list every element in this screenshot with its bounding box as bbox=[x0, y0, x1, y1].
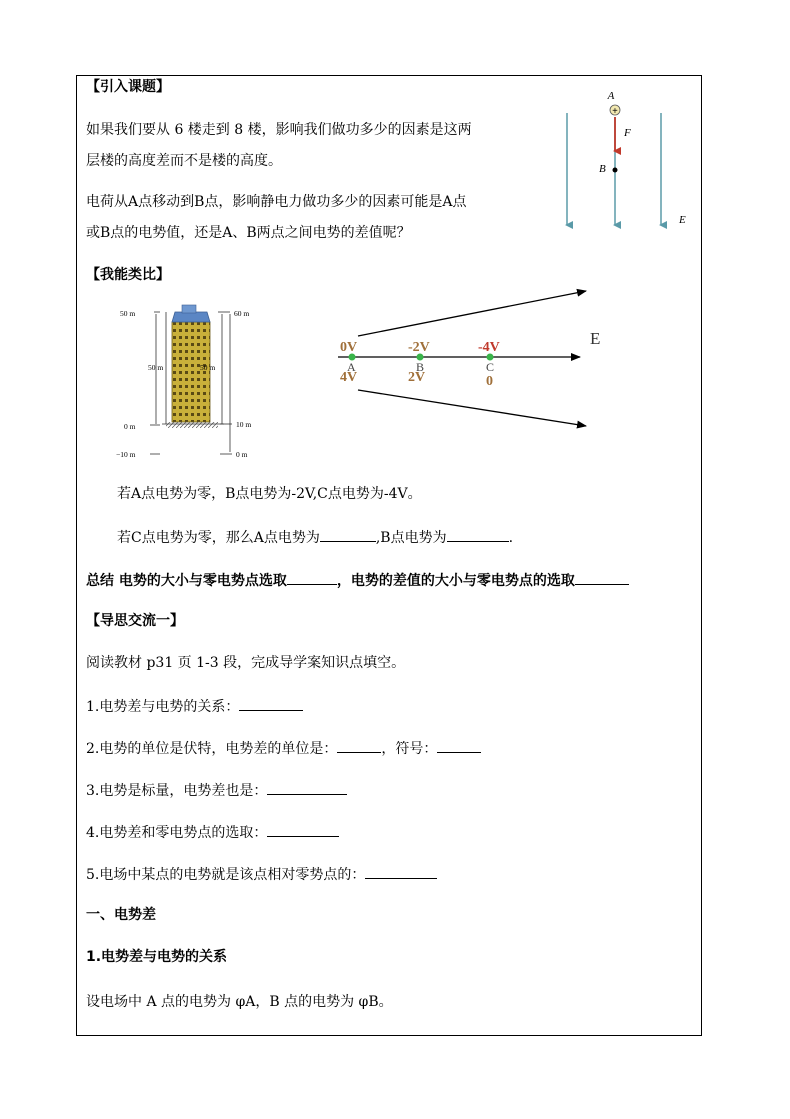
question-2 bbox=[86, 738, 481, 758]
question-4-text: 4.电势差和零电势点的选取： bbox=[86, 825, 268, 841]
lower-field-line bbox=[358, 390, 586, 426]
intro-title: 【引入课题】 bbox=[86, 79, 170, 95]
blank-summary-2[interactable] bbox=[575, 570, 629, 585]
point-label-c: C bbox=[486, 360, 495, 374]
blank-q3[interactable] bbox=[267, 780, 347, 795]
top-label-b: -2V bbox=[408, 340, 430, 355]
question-2-part2: ，符号： bbox=[381, 741, 438, 757]
top-label-a: 0V bbox=[340, 340, 358, 355]
blank-q1[interactable] bbox=[239, 696, 303, 711]
question-1-text: 1.电势差与电势的关系： bbox=[86, 699, 240, 715]
intro-p1-line2: 层楼的高度差而不是楼的高度。 bbox=[86, 153, 282, 169]
analogy-title: 【我能类比】 bbox=[86, 267, 170, 283]
field-label-e: E bbox=[590, 329, 601, 348]
sentence-2 bbox=[117, 527, 513, 547]
left-scale-zero: 0 m bbox=[124, 422, 136, 431]
question-4 bbox=[86, 822, 339, 842]
bottom-label-a: 4V bbox=[340, 370, 358, 385]
heading-potential-difference: 一、电势差 bbox=[86, 907, 156, 923]
upper-field-line bbox=[358, 291, 586, 336]
sentence-2-part1: 若C点电势为零，那么A点电势为 bbox=[117, 530, 320, 546]
guide-title: 【导思交流一】 bbox=[86, 613, 184, 629]
blank-summary-1[interactable] bbox=[287, 570, 337, 585]
label-e: E bbox=[679, 214, 686, 226]
label-b: B bbox=[599, 163, 606, 175]
label-a: A bbox=[607, 90, 615, 102]
right-scale-top: 60 m bbox=[234, 309, 250, 318]
question-5-text: 5.电场中某点的电势就是该点相对零势点的： bbox=[86, 867, 366, 883]
blank-q2-symbol[interactable] bbox=[437, 738, 481, 753]
sentence-2-part2: ,B点电势为 bbox=[375, 530, 447, 546]
point-label-b: B bbox=[416, 360, 425, 374]
right-scale-ten: 10 m bbox=[236, 420, 252, 429]
intro-p2-line1: 电荷从A点移动到B点，影响静电力做功多少的因素可能是A点 bbox=[86, 194, 467, 210]
blank-q2-unit[interactable] bbox=[337, 738, 381, 753]
charge-symbol: + bbox=[612, 106, 618, 117]
sentence-2-end: . bbox=[508, 530, 514, 546]
question-5 bbox=[86, 864, 437, 884]
blank-q5[interactable] bbox=[365, 864, 437, 879]
intro-p2-line2: 或B点的电势值，还是A、B两点之间电势的差值呢？ bbox=[86, 225, 411, 241]
field-diagram bbox=[555, 85, 695, 235]
left-scale-mid: 50 m bbox=[148, 363, 164, 372]
blank-q4[interactable] bbox=[267, 822, 339, 837]
left-scale-top: 50 m bbox=[120, 309, 136, 318]
intro-p1-line1: 如果我们要从 6 楼走到 8 楼，影响我们做功多少的因素是这两 bbox=[86, 122, 472, 138]
building-diagram bbox=[112, 300, 272, 465]
heading-relation: 1.电势差与电势的关系 bbox=[86, 949, 228, 965]
blank-b-potential[interactable] bbox=[447, 527, 509, 542]
summary-line bbox=[86, 570, 629, 590]
summary-part2: ，电势的差值的大小与零电势点的选取 bbox=[336, 573, 575, 589]
summary-part1: 总结 电势的大小与零电势点选取 bbox=[86, 573, 287, 589]
building-body bbox=[172, 322, 210, 422]
potential-diagram bbox=[330, 280, 620, 440]
bottom-label-c: 0 bbox=[486, 374, 493, 389]
question-3 bbox=[86, 780, 347, 800]
point-b-dot bbox=[613, 168, 618, 173]
building-roof bbox=[172, 312, 210, 322]
blank-a-potential[interactable] bbox=[320, 527, 376, 542]
label-f: F bbox=[624, 127, 631, 139]
point-label-a: A bbox=[347, 360, 356, 374]
right-scale-mid: 50 m bbox=[200, 363, 216, 372]
left-scale-bottom: −10 m bbox=[116, 450, 136, 459]
ground bbox=[166, 422, 218, 428]
sentence-1: 若A点电势为零，B点电势为-2V,C点电势为-4V。 bbox=[117, 486, 422, 502]
bottom-label-b: 2V bbox=[408, 370, 426, 385]
right-scale-bottom: 0 m bbox=[236, 450, 248, 459]
question-1 bbox=[86, 696, 303, 716]
last-line: 设电场中 A 点的电势为 φA，B 点的电势为 φB。 bbox=[86, 994, 393, 1010]
question-2-part1: 2.电势的单位是伏特，电势差的单位是： bbox=[86, 741, 338, 757]
top-label-c: -4V bbox=[478, 340, 500, 355]
guide-intro: 阅读教材 p31 页 1-3 段，完成导学案知识点填空。 bbox=[86, 655, 406, 671]
question-3-text: 3.电势是标量，电势差也是： bbox=[86, 783, 268, 799]
